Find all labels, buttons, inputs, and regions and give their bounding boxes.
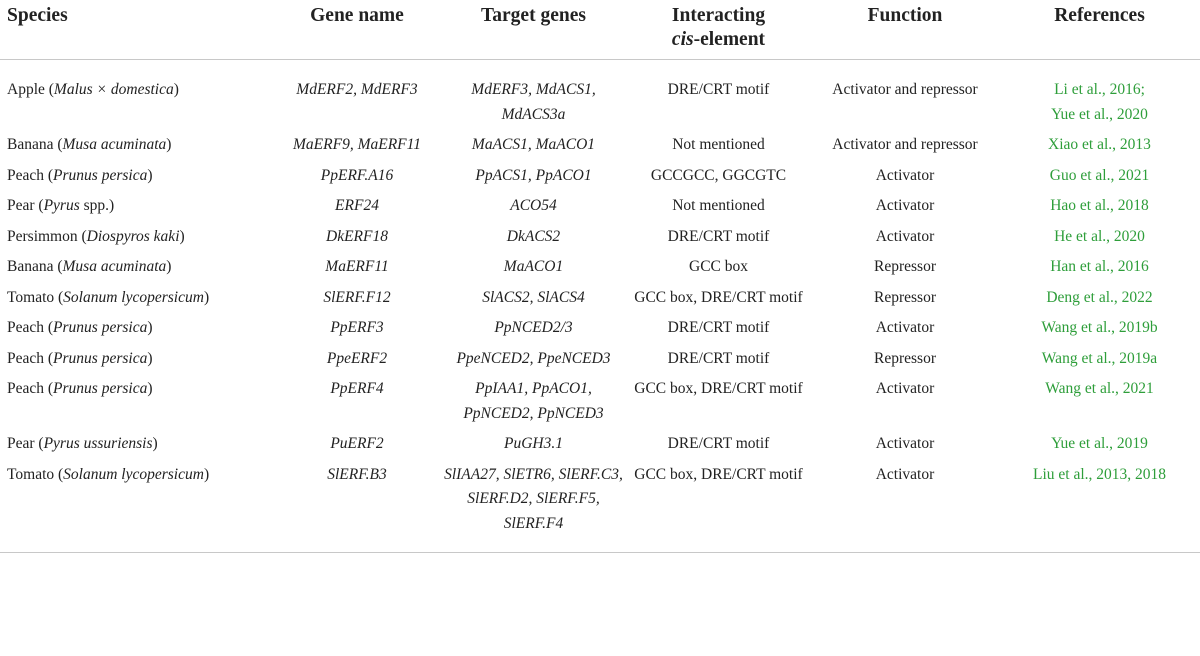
table-row xyxy=(0,255,1200,286)
gene-name-cell: SlERF.B3 xyxy=(273,463,441,553)
cis-element-cell: DRE/CRT motif xyxy=(667,319,770,336)
gene-name-cell: MdERF2, MdERF3 xyxy=(296,81,418,98)
table-row xyxy=(0,225,1200,256)
target-genes-cell: SlACS2, SlACS4 xyxy=(482,288,585,306)
target-genes-cell: PpeNCED2, PpeNCED3 xyxy=(456,349,611,367)
species-cell xyxy=(0,225,273,256)
header-target-genes: Target genes xyxy=(441,0,626,60)
reference-link[interactable]: Deng et al., 2022 xyxy=(1046,288,1153,306)
species-scientific-name: Prunus persica xyxy=(53,319,148,336)
cis-element-cell: DRE/CRT motif xyxy=(667,81,770,98)
species-cell xyxy=(0,316,273,347)
header-species: Species xyxy=(0,0,273,60)
species-name-close: ) xyxy=(147,380,153,397)
gene-name-cell: PuERF2 xyxy=(330,435,384,452)
species-common-name: Peach ( xyxy=(7,166,54,184)
species-common-name: Tomato ( xyxy=(7,465,64,483)
target-genes-cell: ACO54 xyxy=(510,197,557,214)
species-common-name: Peach ( xyxy=(7,380,54,397)
references-cell xyxy=(999,463,1200,553)
species-name-close: ) xyxy=(173,81,179,98)
table-row xyxy=(0,463,1200,553)
reference-link[interactable]: Han et al., 2016 xyxy=(1050,258,1149,275)
function-cell: Activator xyxy=(875,319,935,336)
function-cell: Repressor xyxy=(874,258,936,275)
species-scientific-name: Musa acuminata xyxy=(62,136,167,153)
species-cell xyxy=(0,164,273,195)
species-cell xyxy=(0,432,273,463)
species-common-name: Tomato ( xyxy=(7,288,64,306)
cis-element-cell: DRE/CRT motif xyxy=(667,435,770,452)
species-cell xyxy=(0,463,273,553)
table-body xyxy=(0,60,1200,553)
reference-link[interactable]: Hao et al., 2018 xyxy=(1050,197,1149,214)
species-cell xyxy=(0,286,273,317)
species-scientific-name: Prunus persica xyxy=(53,166,148,184)
species-cell xyxy=(0,255,273,286)
species-scientific-name: Solanum lycopersicum xyxy=(63,288,204,306)
species-cell xyxy=(0,347,273,378)
species-name-close: ) xyxy=(179,227,185,245)
species-name-close: ) xyxy=(166,258,172,275)
species-cell xyxy=(0,133,273,164)
gene-name-cell: PpERF3 xyxy=(330,319,384,336)
references-cell xyxy=(999,133,1200,164)
header-element-word: -element xyxy=(693,29,766,50)
reference-link[interactable]: Liu et al., 2013, 2018 xyxy=(1032,465,1167,483)
cis-element-cell: DRE/CRT motif xyxy=(667,227,770,245)
species-common-name: Banana ( xyxy=(7,258,63,275)
target-genes-cell: DkACS2 xyxy=(506,227,561,245)
header-references: References xyxy=(999,0,1200,60)
references-cell xyxy=(999,225,1200,256)
references-cell xyxy=(999,255,1200,286)
table-row xyxy=(0,60,1200,134)
reference-link[interactable]: Guo et al., 2021 xyxy=(1049,166,1150,184)
species-name-close: ) xyxy=(203,288,210,306)
species-scientific-name: Prunus persica xyxy=(53,349,148,367)
table-row xyxy=(0,164,1200,195)
target-genes-cell: PpIAA1, PpACO1, PpNCED2, PpNCED3 xyxy=(463,380,604,422)
header-interacting-line1: Interacting xyxy=(671,5,766,26)
references-cell xyxy=(999,316,1200,347)
reference-link[interactable]: Li et al., 2016 xyxy=(1054,81,1141,98)
function-cell: Activator xyxy=(875,197,935,214)
species-common-name: Pear ( xyxy=(7,435,44,452)
gene-name-cell: MaERF9, MaERF11 xyxy=(293,136,421,153)
function-cell: Activator and repressor xyxy=(832,81,978,98)
cis-element-cell: GCC box, DRE/CRT motif xyxy=(626,463,811,553)
species-scientific-name: Pyrus ussuriensis xyxy=(43,435,153,452)
species-common-name: Peach ( xyxy=(7,349,54,367)
table-row xyxy=(0,377,1200,432)
header-interacting-cis-element xyxy=(626,0,811,60)
target-genes-cell: PuGH3.1 xyxy=(504,435,563,452)
references-cell xyxy=(999,286,1200,317)
target-genes-cell: MaACS1, MaACO1 xyxy=(471,136,596,153)
references-cell xyxy=(999,432,1200,463)
species-common-name: Banana ( xyxy=(7,136,63,153)
reference-link[interactable]: Wang et al., 2019a xyxy=(1041,349,1158,367)
header-cis-word: cis xyxy=(671,29,694,50)
target-genes-cell: MdERF3, MdACS1, MdACS3a xyxy=(471,81,596,123)
species-scientific-name: Solanum lycopersicum xyxy=(63,465,204,483)
species-scientific-name: Musa acuminata xyxy=(62,258,167,275)
table-header xyxy=(0,0,1200,60)
cis-element-cell: DRE/CRT motif xyxy=(667,349,770,367)
species-scientific-name: Malus × domestica xyxy=(53,81,174,98)
gene-name-cell: MaERF11 xyxy=(325,258,389,275)
function-cell: Activator xyxy=(811,463,999,553)
species-scientific-name: Pyrus xyxy=(43,197,80,214)
cis-element-cell: GCC box xyxy=(689,258,748,275)
species-name-close: ) xyxy=(147,319,153,336)
cis-element-cell: GCC box, DRE/CRT motif xyxy=(634,288,803,306)
table-row xyxy=(0,432,1200,463)
species-name-close: ) xyxy=(152,435,158,452)
gene-name-cell: SlERF.F12 xyxy=(323,288,391,306)
reference-link[interactable]: Yue et al., 2019 xyxy=(1051,435,1148,452)
gene-name-cell: PpERF4 xyxy=(330,380,384,397)
species-scientific-name: Diospyros kaki xyxy=(86,227,180,245)
species-name-close: spp.) xyxy=(79,197,115,214)
function-cell: Activator xyxy=(875,166,935,184)
species-cell xyxy=(0,194,273,225)
function-cell: Activator xyxy=(875,435,935,452)
gene-name-cell: DkERF18 xyxy=(326,227,388,245)
species-common-name: Persimmon ( xyxy=(7,227,87,245)
cis-element-cell: GCC box, DRE/CRT motif xyxy=(634,380,803,397)
references-cell: Li et al., 2016; Yue et al., 2020 xyxy=(1051,81,1148,123)
species-cell xyxy=(0,60,273,134)
species-name-close: ) xyxy=(147,166,153,184)
table-row xyxy=(0,286,1200,317)
table-row xyxy=(0,133,1200,164)
function-cell: Activator and repressor xyxy=(832,136,978,153)
function-cell: Activator xyxy=(875,227,935,245)
target-genes-cell: PpNCED2/3 xyxy=(494,319,573,336)
header-row xyxy=(0,0,1200,60)
species-name-close: ) xyxy=(166,136,172,153)
species-name-close: ) xyxy=(147,349,153,367)
reference-link[interactable]: Yue et al., 2020 xyxy=(1051,105,1148,123)
cis-element-cell: Not mentioned xyxy=(672,197,765,214)
species-common-name: Apple ( xyxy=(7,81,54,98)
references-cell xyxy=(999,347,1200,378)
table-row xyxy=(0,316,1200,347)
references-cell xyxy=(999,377,1200,432)
function-cell: Activator xyxy=(875,380,935,397)
target-genes-cell: MaACO1 xyxy=(503,258,564,275)
reference-link[interactable]: Wang et al., 2019b xyxy=(1041,319,1158,336)
target-genes-cell: PpACS1, PpACO1 xyxy=(475,166,592,184)
header-gene-name: Gene name xyxy=(273,0,441,60)
target-genes-cell: SlIAA27, SlETR6, SlERF.C3, SlERF.D2, SlERF.F5, SlERF.F4 xyxy=(441,463,626,553)
species-cell xyxy=(0,377,273,432)
gene-name-cell: PpERF.A16 xyxy=(320,166,394,184)
function-cell: Repressor xyxy=(874,349,936,367)
function-cell: Repressor xyxy=(874,288,936,306)
species-name-close: ) xyxy=(203,465,210,483)
cis-element-cell: GCCGCC, GGCGTC xyxy=(650,166,787,184)
gene-name-cell: ERF24 xyxy=(335,197,379,214)
references-cell xyxy=(999,194,1200,225)
table-row xyxy=(0,194,1200,225)
table-row xyxy=(0,347,1200,378)
reference-link[interactable]: He et al., 2020 xyxy=(1054,227,1145,245)
species-common-name: Pear ( xyxy=(7,197,44,214)
reference-link[interactable]: Xiao et al., 2013 xyxy=(1048,136,1151,153)
species-scientific-name: Prunus persica xyxy=(53,380,148,397)
reference-link[interactable]: Wang et al., 2021 xyxy=(1045,380,1154,397)
header-function: Function xyxy=(811,0,999,60)
references-cell xyxy=(999,164,1200,195)
cis-element-cell: Not mentioned xyxy=(672,136,765,153)
gene-name-cell: PpeERF2 xyxy=(326,349,388,367)
species-common-name: Peach ( xyxy=(7,319,54,336)
